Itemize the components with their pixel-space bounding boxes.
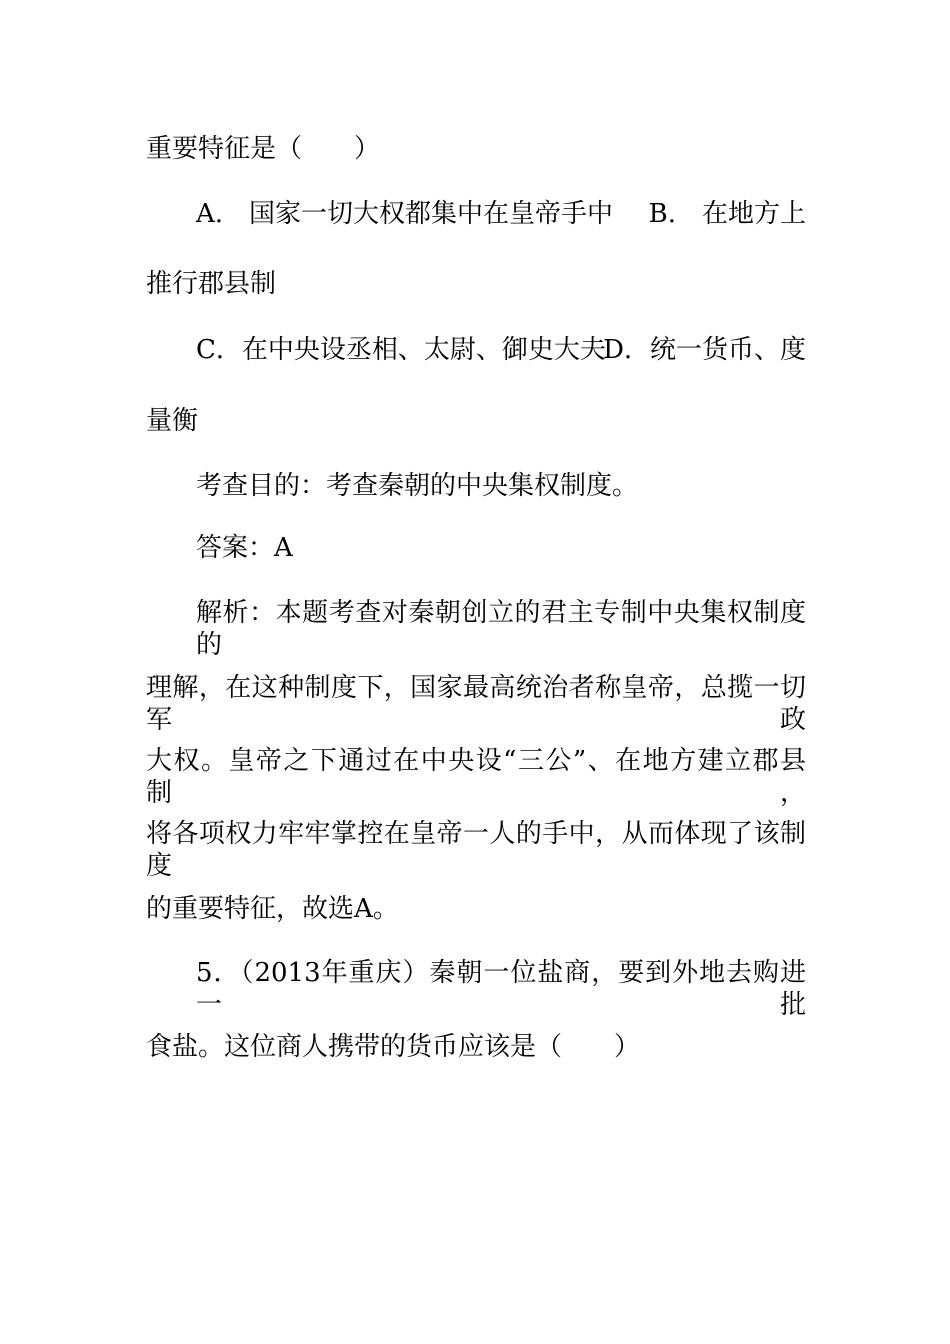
question-5-line-1: 5．（2013年重庆）秦朝一位盐商，要到外地去购进一批 [196, 958, 806, 1020]
exam-purpose: 考查目的：考查秦朝的中央集权制度。 [196, 471, 639, 501]
option-b-continued: 推行郡县制 [146, 269, 277, 299]
question-stem-tail: 重要特征是（ ） [146, 134, 381, 164]
analysis-line-1: 解析：本题考查对秦朝创立的君主专制中央集权制度的 [196, 598, 806, 660]
answer: 答案：A [196, 533, 293, 563]
analysis-line-4: 将各项权力牢牢掌控在皇帝一人的手中，从而体现了该制度 [146, 819, 806, 881]
analysis-line-5: 的重要特征，故选A。 [146, 894, 399, 924]
option-d: D．统一货币、度 [603, 335, 806, 365]
analysis-line-3: 大权。皇帝之下通过在中央设“三公”、在地方建立郡县制， [146, 746, 806, 808]
question-5-line-2: 食盐。这位商人携带的货币应该是（ ） [146, 1032, 641, 1062]
option-d-continued: 量衡 [146, 406, 199, 436]
analysis-line-2: 理解，在这种制度下，国家最高统治者称皇帝，总揽一切军政 [146, 673, 806, 735]
option-c: C．在中央设丞相、太尉、御史大夫 [196, 335, 606, 365]
option-a: A. 国家一切大权都集中在皇帝手中 [196, 199, 614, 229]
option-b: B. 在地方上 [648, 199, 806, 229]
